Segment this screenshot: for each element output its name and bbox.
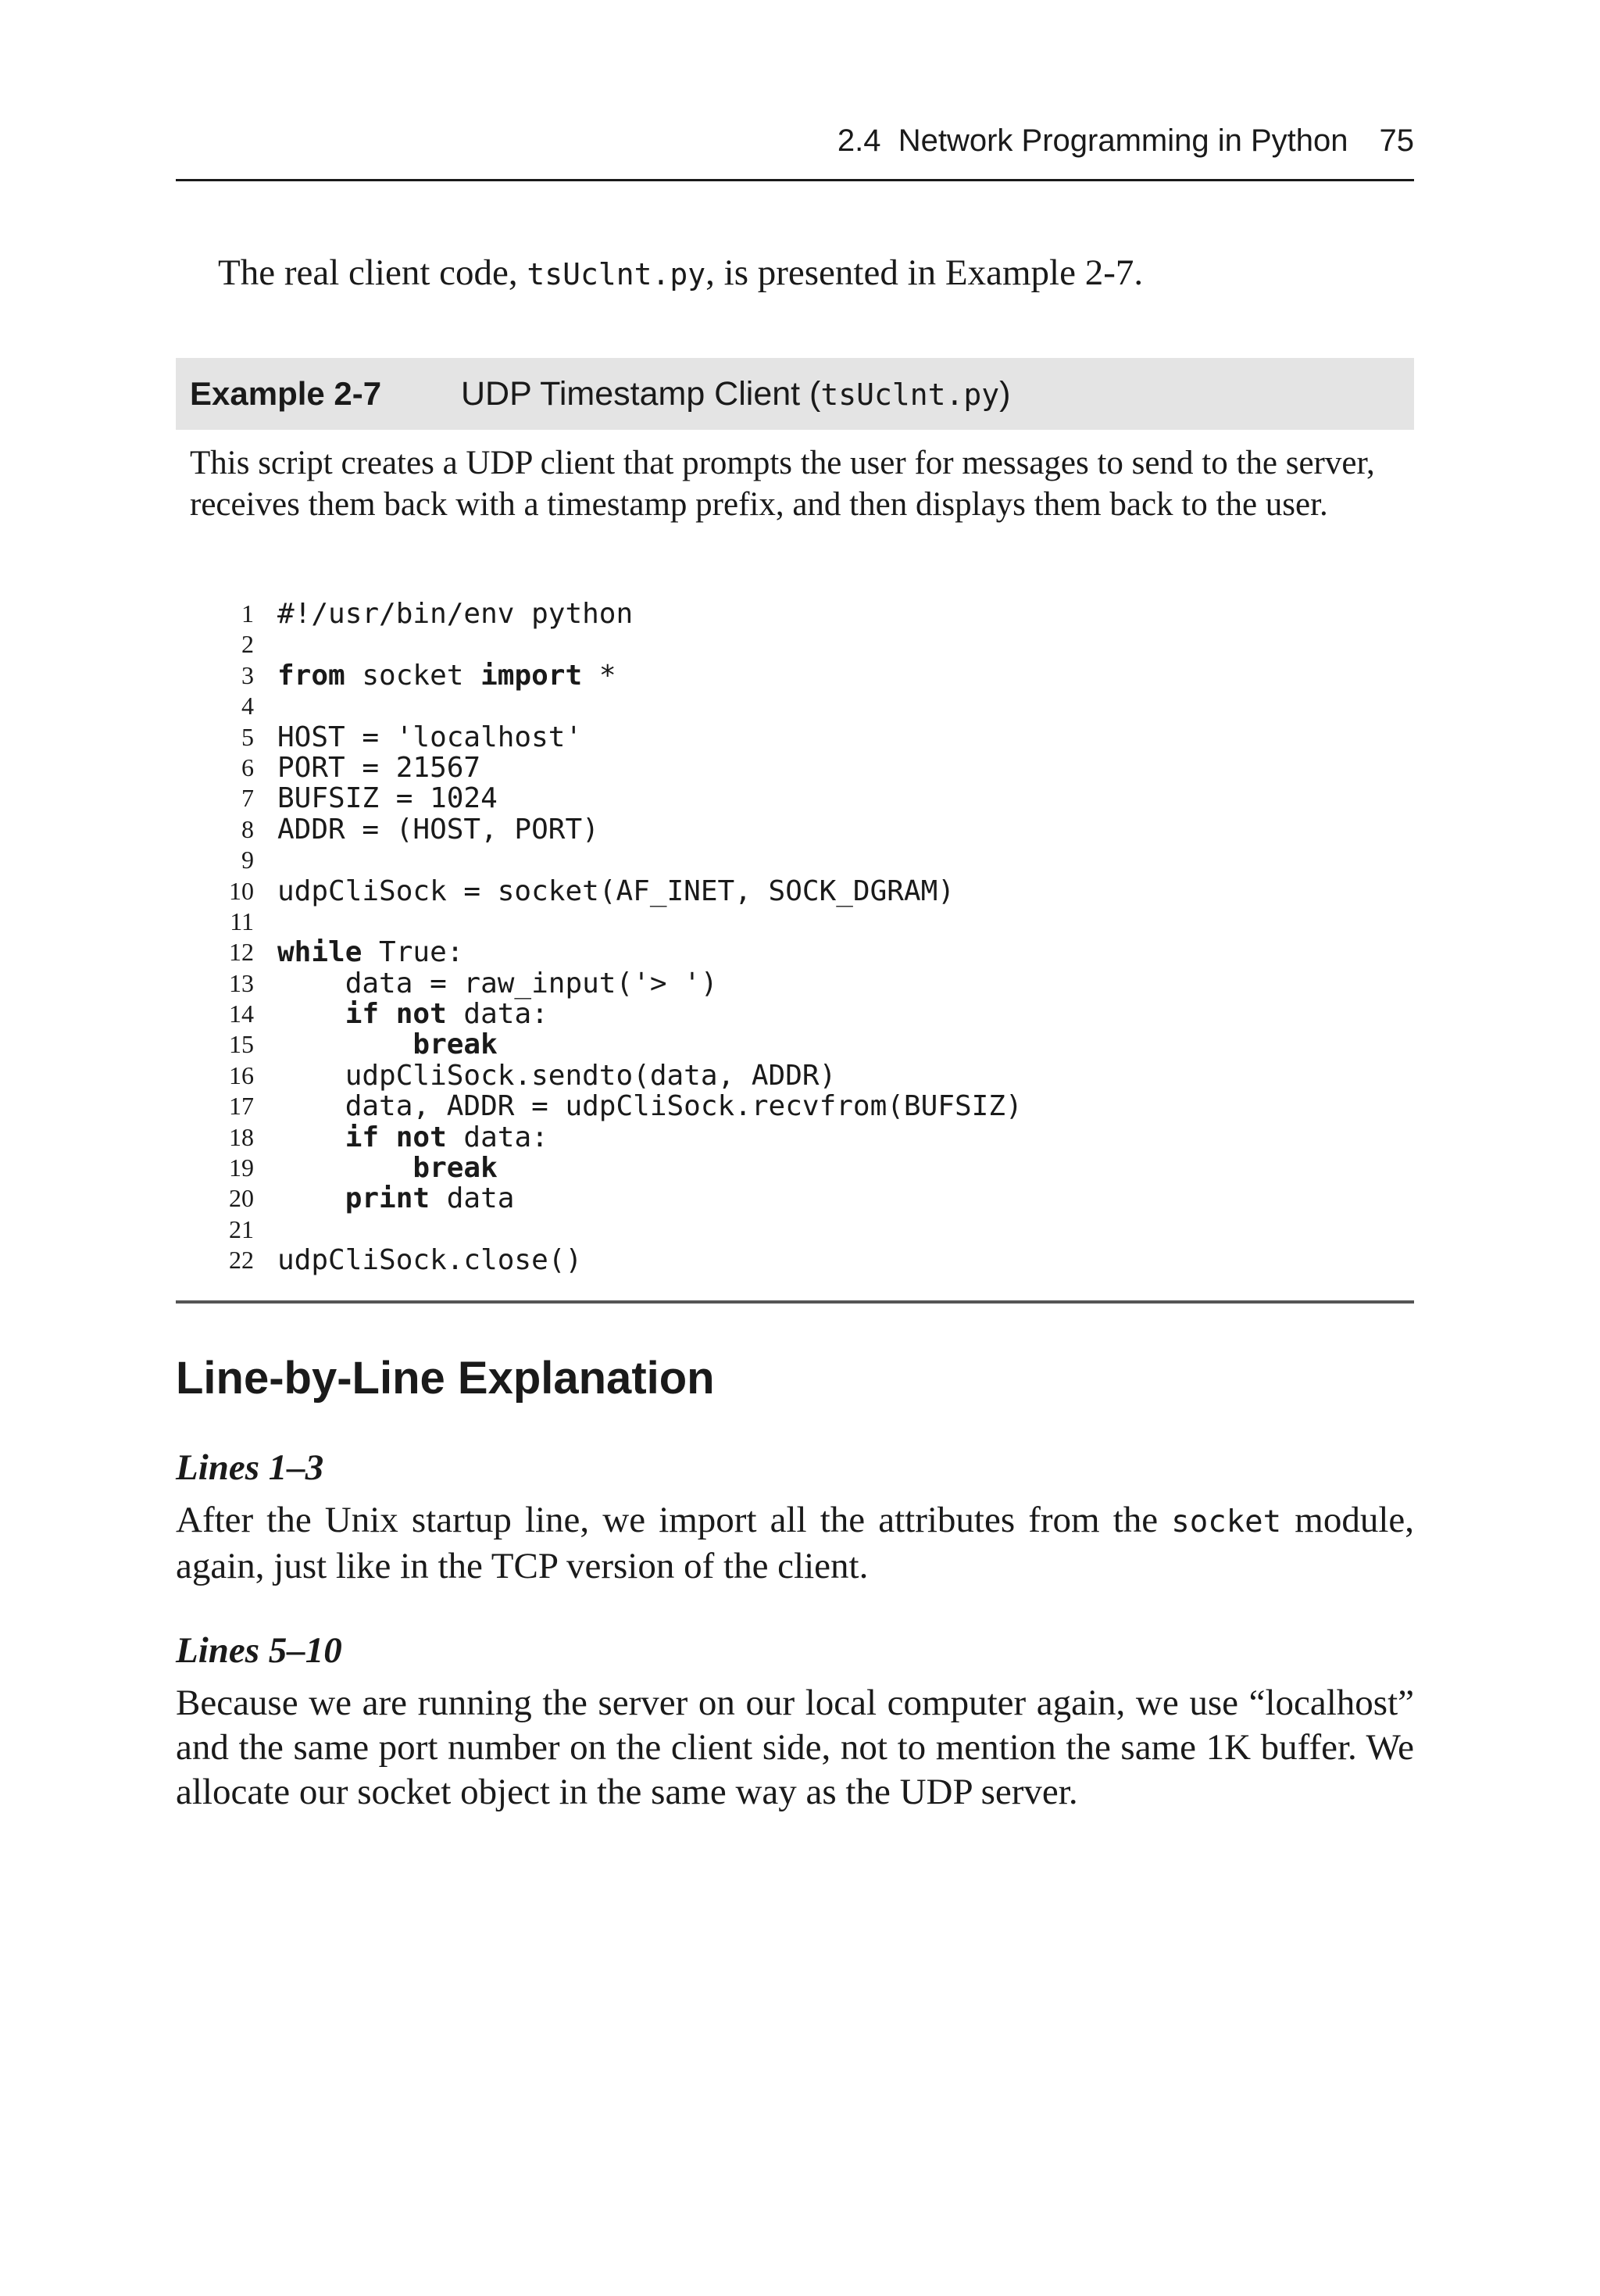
- page-number: 75: [1379, 123, 1414, 158]
- code-text: [277, 1183, 514, 1214]
- code-text: [277, 1122, 548, 1153]
- code-line: [215, 599, 1387, 629]
- intro-paragraph: [218, 247, 1143, 300]
- line-number: 13: [229, 968, 254, 997]
- example-caption-bar: [176, 358, 1414, 430]
- keyword: while: [277, 936, 362, 969]
- code-text: [277, 1060, 836, 1091]
- line-number: 5: [241, 722, 254, 751]
- line-number: 20: [229, 1184, 254, 1213]
- code-line: [215, 814, 1387, 845]
- line-number: 17: [229, 1092, 254, 1121]
- keyword: if not: [345, 998, 447, 1031]
- code-text: [277, 968, 718, 999]
- keyword: print: [345, 1182, 430, 1215]
- code-token: HOST = 'localhost': [277, 721, 583, 753]
- code-text: [277, 999, 548, 1029]
- code-line: [215, 1245, 1387, 1275]
- code-token: socket: [345, 659, 481, 692]
- code-line: [215, 876, 1387, 907]
- code-token: [277, 1152, 412, 1184]
- code-text: [277, 722, 582, 753]
- example-title: [461, 370, 1011, 418]
- code-text: [277, 814, 599, 845]
- subsection-heading-lines-5-10: Lines 5–10: [176, 1630, 342, 1671]
- subsection-heading-lines-1-3: Lines 1–3: [176, 1447, 324, 1488]
- code-token: data = raw_input('> '): [277, 967, 718, 1000]
- code-text: [277, 753, 480, 783]
- code-token: udpCliSock.close(): [277, 1244, 583, 1277]
- line-number: 9: [241, 846, 254, 874]
- line-number: 22: [229, 1246, 254, 1275]
- line-number: 14: [229, 1000, 254, 1028]
- code-line: [215, 629, 1387, 660]
- code-text: [277, 1029, 498, 1060]
- keyword: import: [480, 659, 583, 692]
- line-number: 15: [229, 1030, 254, 1059]
- code-token: BUFSIZ = 1024: [277, 782, 498, 815]
- line-number: 3: [241, 660, 254, 689]
- code-line: [215, 1122, 1387, 1153]
- code-token: *: [582, 659, 616, 692]
- line-number: 12: [229, 938, 254, 967]
- keyword: from: [277, 659, 345, 692]
- code-token: #!/usr/bin/env python: [277, 598, 634, 630]
- example-description: This script creates a UDP client that prompts the user for messages to send to the server, receives them back with a timestamp prefix, and then displays them back to the user.: [190, 445, 1375, 523]
- code-line: [215, 722, 1387, 753]
- line-number: 6: [241, 753, 254, 781]
- code-token: PORT = 21567: [277, 751, 481, 784]
- line-number: 10: [229, 876, 254, 905]
- example-title-filename: tsUclnt.py: [820, 377, 1000, 412]
- keyword: if not: [345, 1121, 447, 1153]
- code-token: data:: [446, 998, 548, 1031]
- code-token: True:: [362, 936, 464, 969]
- header-rule: [176, 179, 1414, 181]
- intro-filename: tsUclnt.py: [527, 257, 706, 291]
- code-line: [215, 660, 1387, 691]
- section-title: Line-by-Line Explanation: [176, 1353, 715, 1404]
- paragraph-code-socket: socket: [1171, 1504, 1282, 1540]
- code-text: [277, 876, 955, 907]
- paragraph-lines-1-3: [176, 1498, 1414, 1589]
- running-title: 2.4 Network Programming in Python: [837, 123, 1348, 158]
- code-token: data:: [446, 1121, 548, 1153]
- code-token: [277, 1121, 345, 1153]
- code-line: [215, 1214, 1387, 1245]
- code-line: [215, 999, 1387, 1029]
- code-text: [277, 1153, 498, 1183]
- code-line: [215, 753, 1387, 783]
- code-text: [277, 599, 633, 629]
- code-token: data, ADDR = udpCliSock.recvfrom(BUFSIZ): [277, 1090, 1023, 1123]
- code-line: [215, 1029, 1387, 1060]
- code-line: [215, 1091, 1387, 1121]
- code-token: udpCliSock.sendto(data, ADDR): [277, 1059, 837, 1092]
- line-number: 4: [241, 692, 254, 721]
- code-token: ADDR = (HOST, PORT): [277, 813, 599, 846]
- line-number: 18: [229, 1122, 254, 1151]
- example-end-rule: [176, 1300, 1414, 1304]
- line-number: 11: [230, 907, 254, 935]
- line-number: 19: [229, 1153, 254, 1182]
- code-listing: [215, 599, 1387, 1276]
- example-title-close: ): [999, 375, 1011, 413]
- code-line: [215, 691, 1387, 721]
- code-token: data: [430, 1182, 515, 1215]
- intro-text-after: , is presented in Example 2-7.: [705, 252, 1144, 293]
- code-text: [277, 1091, 1023, 1121]
- paragraph-text-before: After the Unix startup line, we import all the attributes from the: [176, 1500, 1172, 1540]
- code-text: [277, 660, 616, 691]
- code-text: [277, 937, 463, 967]
- code-line: [215, 1060, 1387, 1091]
- line-number: 2: [241, 630, 254, 659]
- code-token: [277, 1182, 345, 1214]
- example-title-text: UDP Timestamp Client (: [461, 375, 821, 413]
- keyword: break: [412, 1028, 498, 1061]
- running-head: [838, 119, 1414, 163]
- paragraph-lines-5-10: Because we are running the server on our local computer again, we use “localhost” and the same port number on the client side, not to mention the same 1K buffer. We allocate our socket object in the same way as the UDP server.: [176, 1683, 1414, 1812]
- keyword: break: [412, 1152, 498, 1185]
- line-number: 7: [241, 784, 254, 813]
- code-line: [215, 968, 1387, 999]
- code-line: [215, 937, 1387, 967]
- code-token: [277, 1028, 412, 1060]
- code-token: udpCliSock = socket(AF_INET, SOCK_DGRAM): [277, 874, 955, 907]
- line-number: 21: [229, 1214, 254, 1243]
- code-text: [277, 1245, 582, 1275]
- code-text: [277, 783, 498, 814]
- code-token: [277, 998, 345, 1030]
- line-number: 1: [241, 599, 254, 628]
- paragraph-text-after: module, again, just like in the TCP version of the client.: [176, 1500, 1414, 1586]
- code-line: [215, 1183, 1387, 1214]
- code-line: [215, 783, 1387, 814]
- line-number: 16: [229, 1060, 254, 1089]
- code-line: [215, 845, 1387, 875]
- code-line: [215, 907, 1387, 937]
- code-line: [215, 1153, 1387, 1183]
- line-number: 8: [241, 814, 254, 843]
- intro-text-before: The real client code,: [218, 252, 527, 293]
- example-number: Example 2-7: [190, 375, 382, 412]
